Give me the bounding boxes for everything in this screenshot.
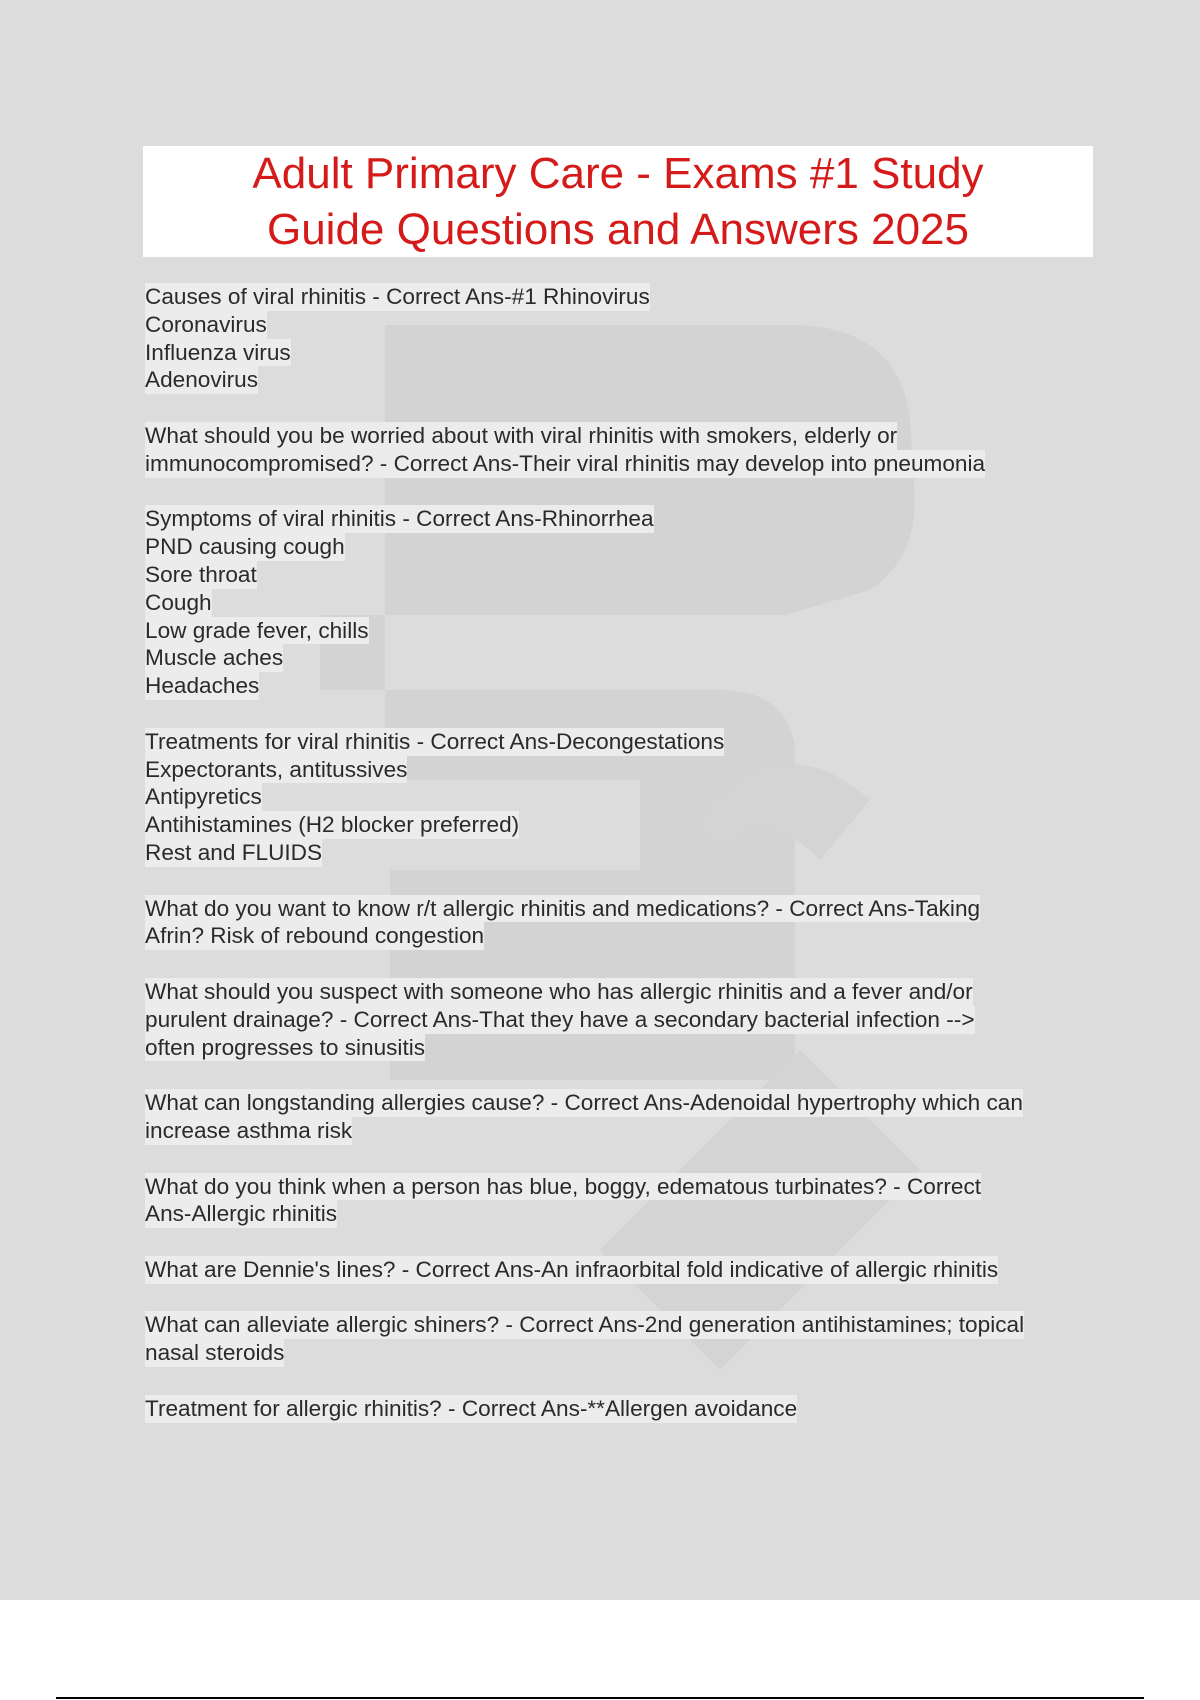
qa-line-text: purulent drainage? - Correct Ans-That they have a secondary bacterial infection --> bbox=[145, 1006, 975, 1032]
qa-line-text: PND causing cough bbox=[145, 534, 345, 560]
title-banner bbox=[143, 146, 1093, 257]
document-title-line-1: Adult Primary Care - Exams #1 Study bbox=[252, 148, 984, 198]
qa-line-text: Influenza virus bbox=[145, 339, 291, 365]
qa-line-text: Expectorants, antitussives bbox=[145, 756, 408, 782]
qa-line-text: What can longstanding allergies cause? - Correct Ans-Adenoidal hypertrophy which can bbox=[145, 1090, 1023, 1116]
qa-line-text: What should you be worried about with viral rhinitis with smokers, elderly or bbox=[145, 422, 898, 448]
qa-line-text: Treatments for viral rhinitis - Correct Ans-Decongestations bbox=[145, 728, 725, 754]
qa-line-text: What should you suspect with someone who has allergic rhinitis and a fever and/or bbox=[145, 978, 973, 1004]
qa-line-text: Symptoms of viral rhinitis - Correct Ans-Rhinorrhea bbox=[145, 506, 654, 532]
qa-line-text: Cough bbox=[145, 589, 212, 615]
qa-item bbox=[145, 283, 1095, 394]
document-title-line-2: Guide Questions and Answers 2025 bbox=[266, 204, 969, 254]
qa-line bbox=[145, 1034, 1095, 1062]
qa-line bbox=[145, 1311, 1095, 1339]
qa-item bbox=[145, 728, 1095, 867]
qa-line bbox=[145, 1200, 1095, 1228]
qa-line bbox=[145, 672, 1095, 700]
qa-line-text: Causes of viral rhinitis - Correct Ans-#1 Rhinovirus bbox=[145, 284, 650, 309]
qa-line-text: immunocompromised? - Correct Ans-Their viral rhinitis may develop into pneumonia bbox=[145, 450, 986, 476]
qa-line bbox=[145, 589, 1095, 617]
qa-line-text: Headaches bbox=[145, 673, 260, 699]
qa-item bbox=[145, 1395, 1095, 1423]
qa-item bbox=[145, 422, 1095, 478]
qa-line bbox=[145, 728, 1095, 756]
qa-item bbox=[145, 895, 1095, 951]
qa-line bbox=[145, 533, 1095, 561]
qa-item bbox=[145, 1311, 1095, 1367]
qa-line bbox=[145, 1117, 1095, 1145]
qa-line-text: often progresses to sinusitis bbox=[145, 1034, 426, 1060]
qa-line-text: What do you want to know r/t allergic rhinitis and medications? - Correct Ans-Taking bbox=[145, 895, 981, 921]
qa-item bbox=[145, 978, 1095, 1061]
qa-line bbox=[145, 839, 1095, 867]
qa-line bbox=[145, 561, 1095, 589]
qa-line-text: Adenovirus bbox=[145, 367, 259, 393]
qa-line bbox=[145, 783, 1095, 811]
qa-line bbox=[145, 1256, 1095, 1284]
qa-line-text: Antipyretics bbox=[145, 784, 262, 810]
qa-line bbox=[145, 1339, 1095, 1367]
qa-line bbox=[145, 422, 1095, 450]
qa-line bbox=[145, 366, 1095, 394]
qa-line-text: What are Dennie's lines? - Correct Ans-An infraorbital fold indicative of allergic rhinitis bbox=[145, 1256, 999, 1282]
qa-line-text: Muscle aches bbox=[145, 645, 284, 671]
qa-line bbox=[145, 505, 1095, 533]
qa-line bbox=[145, 922, 1095, 950]
qa-line-text: What do you think when a person has blue, boggy, edematous turbinates? - Correct bbox=[145, 1173, 982, 1199]
qa-line bbox=[145, 978, 1095, 1006]
qa-line bbox=[145, 283, 1095, 311]
qa-line bbox=[145, 895, 1095, 923]
qa-line-text: Antihistamines (H2 blocker preferred) bbox=[145, 812, 520, 838]
qa-line bbox=[145, 1173, 1095, 1201]
qa-line bbox=[145, 644, 1095, 672]
qa-line-text: What can alleviate allergic shiners? - Correct Ans-2nd generation antihistamines; topical bbox=[145, 1312, 1025, 1338]
qa-line-text: Rest and FLUIDS bbox=[145, 839, 323, 865]
qa-line-text: Sore throat bbox=[145, 561, 257, 587]
qa-item bbox=[145, 505, 1095, 700]
qa-list bbox=[145, 283, 1095, 1450]
qa-line bbox=[145, 811, 1095, 839]
qa-line-text: Afrin? Risk of rebound congestion bbox=[145, 923, 485, 949]
qa-line-text: nasal steroids bbox=[145, 1340, 285, 1366]
footer-divider bbox=[56, 1697, 1144, 1699]
qa-line-text: Ans-Allergic rhinitis bbox=[145, 1201, 338, 1227]
qa-line-text: Coronavirus bbox=[145, 311, 267, 337]
document-title bbox=[252, 146, 983, 258]
qa-line-text: Low grade fever, chills bbox=[145, 617, 369, 643]
qa-line bbox=[145, 311, 1095, 339]
qa-item bbox=[145, 1089, 1095, 1145]
qa-line bbox=[145, 617, 1095, 645]
qa-line bbox=[145, 756, 1095, 784]
qa-line-text: Treatment for allergic rhinitis? - Correct Ans-**Allergen avoidance bbox=[145, 1395, 798, 1421]
qa-line bbox=[145, 1089, 1095, 1117]
qa-line bbox=[145, 1006, 1095, 1034]
qa-item bbox=[145, 1173, 1095, 1229]
qa-line bbox=[145, 450, 1095, 478]
qa-item bbox=[145, 1256, 1095, 1284]
qa-line-text: increase asthma risk bbox=[145, 1117, 353, 1143]
qa-line bbox=[145, 1395, 1095, 1423]
qa-line bbox=[145, 339, 1095, 367]
